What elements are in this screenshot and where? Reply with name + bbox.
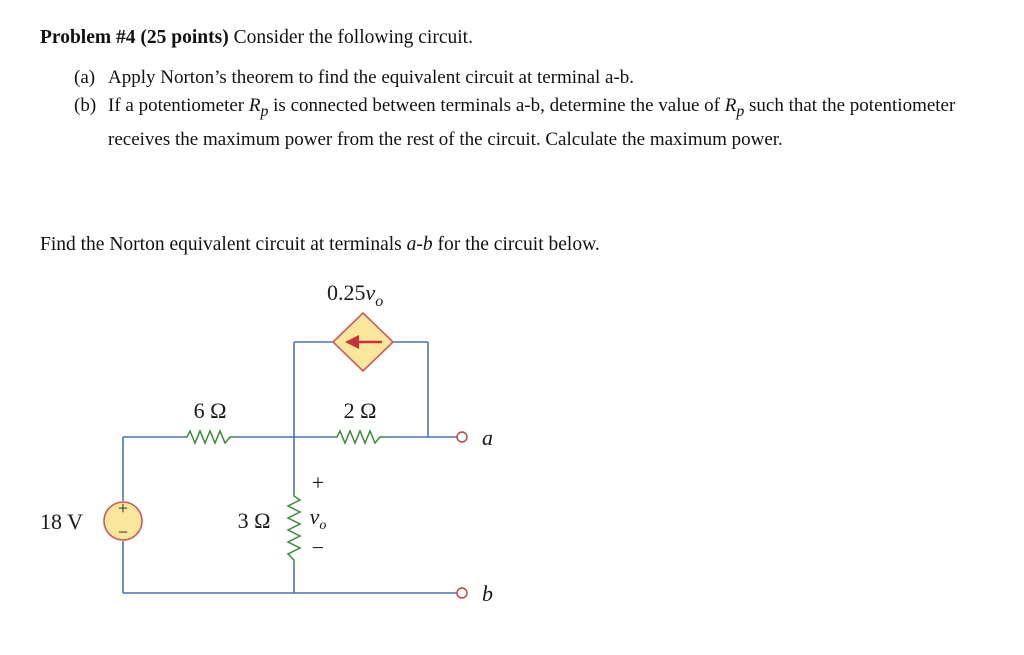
- r2-label: 3 Ω: [237, 508, 271, 533]
- part-b-text-after: such that the potentiometer receives the maximum power from the rest of the circuit. Calculate the maximum power.: [108, 95, 956, 150]
- source-plus: +: [117, 498, 129, 518]
- part-b-marker: (b): [74, 95, 97, 116]
- terminal-b-label: b: [482, 581, 493, 606]
- rp-symbol: $R_p$: [248, 95, 269, 120]
- resistor-3-ohm: [288, 493, 300, 567]
- resistor-6-ohm: [184, 431, 236, 443]
- task-text-before: Find the Norton equivalent circuit at terminals: [40, 234, 402, 255]
- vo-plus: +: [311, 470, 325, 495]
- task-terminals: a-b: [406, 234, 433, 255]
- terminal-a-node: [457, 432, 467, 442]
- task-text-after: for the circuit below.: [437, 234, 600, 255]
- part-a-marker: (a): [74, 67, 96, 88]
- problem-points: (25 points): [140, 27, 229, 48]
- r3-label: 2 Ω: [343, 398, 377, 423]
- problem-intro: Consider the following circuit.: [233, 27, 473, 48]
- terminal-a-label: a: [482, 425, 493, 450]
- source-minus: −: [117, 522, 129, 542]
- part-a-text: Apply Norton’s theorem to find the equivalent circuit at terminal a-b.: [108, 67, 635, 88]
- dependent-source-label: $0.25v_o$: [327, 280, 384, 310]
- voltage-source-label: 18 V: [40, 509, 83, 534]
- part-b-text-middle: is connected between terminals a-b, determine the value of: [273, 95, 720, 116]
- dependent-current-source: [333, 313, 393, 371]
- problem-number: Problem #4: [40, 27, 136, 48]
- voltage-source-18v: [104, 498, 142, 542]
- terminal-b-node: [457, 588, 467, 598]
- resistor-2-ohm: [334, 431, 386, 443]
- vo-minus: −: [311, 535, 325, 560]
- rp-symbol-2: $R_p$: [724, 95, 745, 120]
- r1-label: 6 Ω: [193, 398, 227, 423]
- vo-label: $v_o$: [309, 504, 327, 533]
- part-b-text-before: If a potentiometer: [108, 95, 245, 116]
